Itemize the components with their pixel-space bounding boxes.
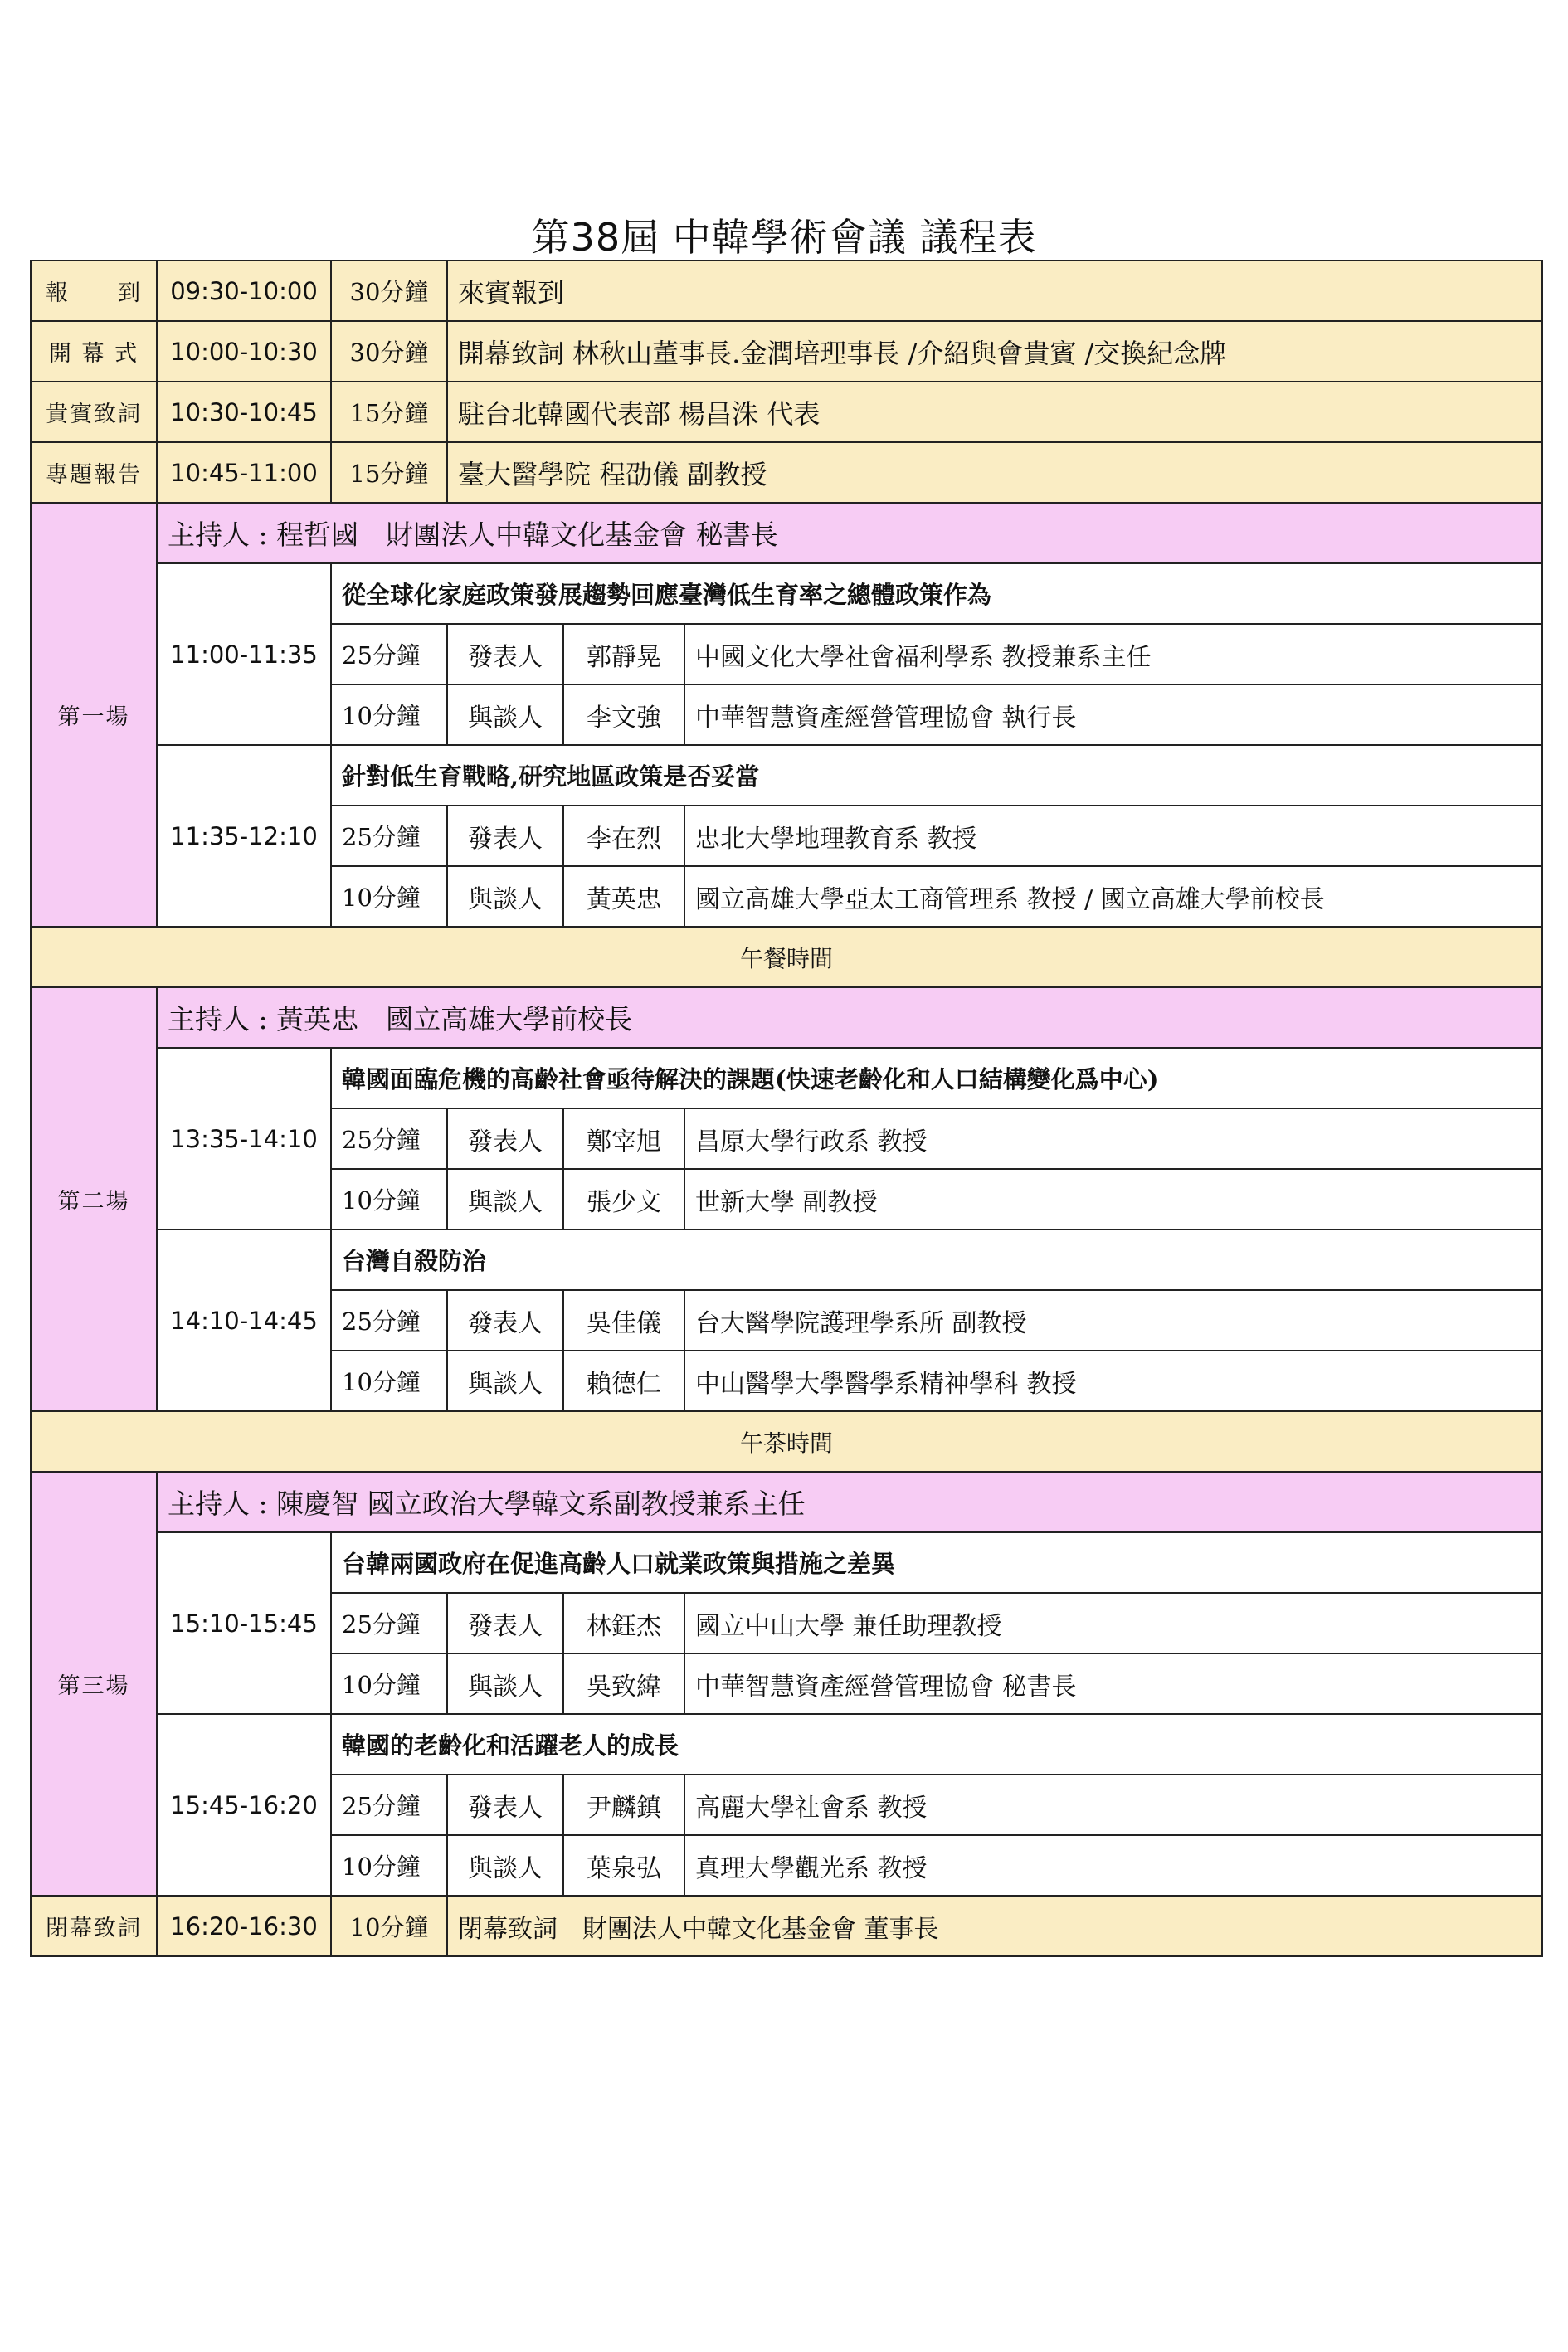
session-1-host-row bbox=[31, 503, 1542, 563]
talk-duration: 25分鐘 bbox=[331, 1108, 447, 1169]
row-duration: 15分鐘 bbox=[331, 442, 447, 503]
row-opening bbox=[31, 321, 1542, 382]
talk-topic-row bbox=[31, 563, 1542, 624]
talk-role: 與談人 bbox=[447, 684, 563, 745]
tea-break-row bbox=[31, 1411, 1542, 1472]
talk-duration: 25分鐘 bbox=[331, 1775, 447, 1835]
talk-duration: 25分鐘 bbox=[331, 806, 447, 866]
talk-duration: 10分鐘 bbox=[331, 1169, 447, 1230]
talk-role: 與談人 bbox=[447, 1351, 563, 1411]
talk-affiliation: 真理大學觀光系 教授 bbox=[684, 1835, 1542, 1896]
row-duration: 10分鐘 bbox=[331, 1896, 447, 1956]
row-content: 開幕致詞 林秋山董事長.金潤培理事長 /介紹與會貴賓 /交換紀念牌 bbox=[447, 321, 1542, 382]
talk-topic: 台灣自殺防治 bbox=[331, 1230, 1542, 1290]
lunch-break-row bbox=[31, 927, 1542, 987]
talk-role: 發表人 bbox=[447, 1775, 563, 1835]
talk-affiliation: 世新大學 副教授 bbox=[684, 1169, 1542, 1230]
row-closing bbox=[31, 1896, 1542, 1956]
row-content: 閉幕致詞 財團法人中韓文化基金會 董事長 bbox=[447, 1896, 1542, 1956]
talk-duration: 10分鐘 bbox=[331, 1351, 447, 1411]
talk-topic: 針對低生育戰略,研究地區政策是否妥當 bbox=[331, 745, 1542, 806]
talk-role: 與談人 bbox=[447, 1653, 563, 1714]
talk-affiliation: 中華智慧資產經營管理協會 執行長 bbox=[684, 684, 1542, 745]
talk-affiliation: 中國文化大學社會福利學系 教授兼系主任 bbox=[684, 624, 1542, 684]
talk-time: 11:35-12:10 bbox=[157, 745, 331, 927]
talk-duration: 10分鐘 bbox=[331, 866, 447, 927]
talk-affiliation: 國立高雄大學亞太工商管理系 教授 / 國立高雄大學前校長 bbox=[684, 866, 1542, 927]
talk-topic: 韓國面臨危機的高齡社會亟待解決的課題(快速老齡化和人口結構變化爲中心) bbox=[331, 1048, 1542, 1108]
row-label: 開 幕 式 bbox=[31, 321, 157, 382]
page-title: 第38屆 中韓學術會議 議程表 bbox=[531, 215, 1037, 260]
talk-person: 林鈺杰 bbox=[563, 1593, 684, 1653]
talk-affiliation: 中山醫學大學醫學系精神學科 教授 bbox=[684, 1351, 1542, 1411]
row-keynote bbox=[31, 442, 1542, 503]
session-host: 主持人 : 陳慶智 國立政治大學韓文系副教授兼系主任 bbox=[157, 1472, 1542, 1532]
row-time: 10:45-11:00 bbox=[157, 442, 331, 503]
talk-affiliation: 忠北大學地理教育系 教授 bbox=[684, 806, 1542, 866]
talk-affiliation: 中華智慧資產經營管理協會 秘書長 bbox=[684, 1653, 1542, 1714]
row-registration bbox=[31, 261, 1542, 321]
talk-person: 李在烈 bbox=[563, 806, 684, 866]
row-label: 報 到 bbox=[31, 261, 157, 321]
talk-duration: 25分鐘 bbox=[331, 1593, 447, 1653]
row-time: 10:30-10:45 bbox=[157, 382, 331, 442]
row-content: 來賓報到 bbox=[447, 261, 1542, 321]
session-2-host-row bbox=[31, 987, 1542, 1048]
row-content: 駐台北韓國代表部 楊昌洙 代表 bbox=[447, 382, 1542, 442]
session-host: 主持人 : 程哲國 財團法人中韓文化基金會 秘書長 bbox=[157, 503, 1542, 563]
talk-person: 黃英忠 bbox=[563, 866, 684, 927]
session-label: 第三場 bbox=[31, 1472, 157, 1896]
talk-topic-row bbox=[31, 1714, 1542, 1775]
row-duration: 30分鐘 bbox=[331, 261, 447, 321]
tea-break: 午茶時間 bbox=[31, 1411, 1542, 1472]
talk-duration: 25分鐘 bbox=[331, 1290, 447, 1351]
row-time: 09:30-10:00 bbox=[157, 261, 331, 321]
talk-role: 與談人 bbox=[447, 1169, 563, 1230]
talk-duration: 10分鐘 bbox=[331, 1835, 447, 1896]
talk-person: 賴德仁 bbox=[563, 1351, 684, 1411]
talk-role: 發表人 bbox=[447, 806, 563, 866]
talk-person: 尹麟鎮 bbox=[563, 1775, 684, 1835]
session-label: 第二場 bbox=[31, 987, 157, 1411]
talk-topic: 韓國的老齡化和活躍老人的成長 bbox=[331, 1714, 1542, 1775]
row-time: 16:20-16:30 bbox=[157, 1896, 331, 1956]
talk-time: 15:10-15:45 bbox=[157, 1532, 331, 1714]
talk-role: 與談人 bbox=[447, 1835, 563, 1896]
talk-role: 發表人 bbox=[447, 1108, 563, 1169]
talk-topic: 從全球化家庭政策發展趨勢回應臺灣低生育率之總體政策作為 bbox=[331, 563, 1542, 624]
talk-time: 14:10-14:45 bbox=[157, 1230, 331, 1411]
talk-time: 15:45-16:20 bbox=[157, 1714, 331, 1896]
talk-time: 11:00-11:35 bbox=[157, 563, 331, 745]
row-label: 專題報告 bbox=[31, 442, 157, 503]
talk-topic: 台韓兩國政府在促進高齡人口就業政策與措施之差異 bbox=[331, 1532, 1542, 1593]
talk-topic-row bbox=[31, 1532, 1542, 1593]
session-host: 主持人 : 黃英忠 國立高雄大學前校長 bbox=[157, 987, 1542, 1048]
talk-time: 13:35-14:10 bbox=[157, 1048, 331, 1230]
talk-duration: 10分鐘 bbox=[331, 684, 447, 745]
talk-topic-row bbox=[31, 1230, 1542, 1290]
talk-affiliation: 台大醫學院護理學系所 副教授 bbox=[684, 1290, 1542, 1351]
talk-role: 與談人 bbox=[447, 866, 563, 927]
row-content: 臺大醫學院 程劭儀 副教授 bbox=[447, 442, 1542, 503]
row-guest bbox=[31, 382, 1542, 442]
row-duration: 15分鐘 bbox=[331, 382, 447, 442]
row-label: 閉幕致詞 bbox=[31, 1896, 157, 1956]
agenda-table bbox=[30, 260, 1543, 1957]
talk-topic-row bbox=[31, 745, 1542, 806]
talk-person: 張少文 bbox=[563, 1169, 684, 1230]
lunch-break: 午餐時間 bbox=[31, 927, 1542, 987]
row-time: 10:00-10:30 bbox=[157, 321, 331, 382]
talk-duration: 25分鐘 bbox=[331, 624, 447, 684]
talk-duration: 10分鐘 bbox=[331, 1653, 447, 1714]
row-duration: 30分鐘 bbox=[331, 321, 447, 382]
talk-person: 鄭宰旭 bbox=[563, 1108, 684, 1169]
talk-role: 發表人 bbox=[447, 1290, 563, 1351]
talk-person: 葉泉弘 bbox=[563, 1835, 684, 1896]
talk-person: 吳致緯 bbox=[563, 1653, 684, 1714]
talk-affiliation: 昌原大學行政系 教授 bbox=[684, 1108, 1542, 1169]
session-label: 第一場 bbox=[31, 503, 157, 927]
talk-role: 發表人 bbox=[447, 624, 563, 684]
talk-person: 李文強 bbox=[563, 684, 684, 745]
talk-person: 郭靜晃 bbox=[563, 624, 684, 684]
row-label: 貴賓致詞 bbox=[31, 382, 157, 442]
talk-topic-row bbox=[31, 1048, 1542, 1108]
talk-affiliation: 國立中山大學 兼任助理教授 bbox=[684, 1593, 1542, 1653]
talk-role: 發表人 bbox=[447, 1593, 563, 1653]
session-3-host-row bbox=[31, 1472, 1542, 1532]
talk-affiliation: 高麗大學社會系 教授 bbox=[684, 1775, 1542, 1835]
talk-person: 吳佳儀 bbox=[563, 1290, 684, 1351]
